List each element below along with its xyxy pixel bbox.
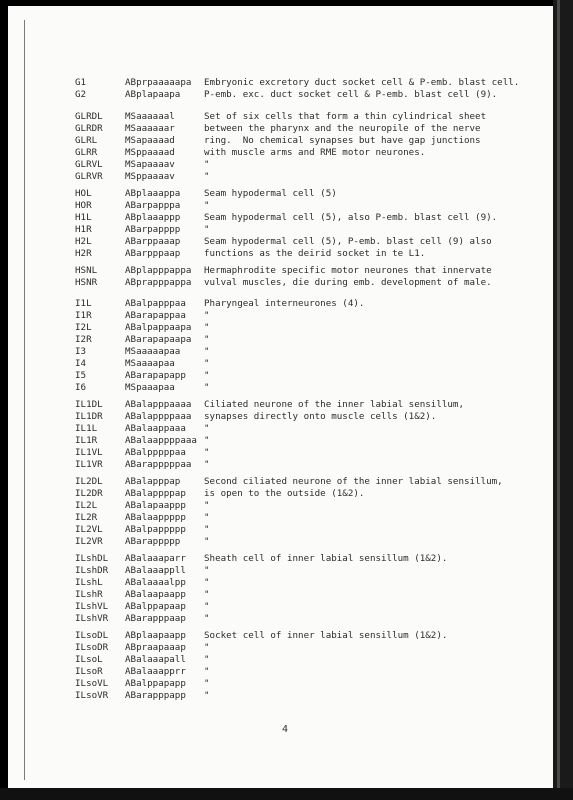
cell-description: with muscle arms and RME motor neurones. bbox=[204, 147, 426, 158]
table-row bbox=[8, 236, 553, 248]
cell-description: " bbox=[204, 642, 210, 653]
table-row bbox=[8, 666, 553, 678]
cell-name: H1R bbox=[75, 224, 92, 235]
cell-description: Set of six cells that form a thin cylindrical sheet bbox=[204, 111, 487, 122]
lineage-name: ABalppapapp bbox=[125, 678, 186, 689]
cell-name: IL2R bbox=[75, 512, 98, 523]
cell-description: " bbox=[204, 512, 210, 523]
table-row bbox=[8, 200, 553, 212]
lineage-name: ABalappppaaa bbox=[125, 411, 192, 422]
cell-name: ILsoVL bbox=[75, 678, 109, 689]
cell-description: " bbox=[204, 678, 210, 689]
cell-description: " bbox=[204, 459, 210, 470]
table-row bbox=[8, 601, 553, 613]
cell-name: ILsoR bbox=[75, 666, 103, 677]
table-row bbox=[8, 135, 553, 147]
cell-name: I4 bbox=[75, 358, 87, 369]
cell-description: " bbox=[204, 654, 210, 665]
table-row bbox=[8, 423, 553, 435]
lineage-name: MSapaaaad bbox=[125, 135, 175, 146]
lineage-name: MSaaaaaar bbox=[125, 123, 175, 134]
scan-border-bottom bbox=[0, 788, 573, 800]
cell-description: ring. No chemical synapses but have gap junctions bbox=[204, 135, 481, 146]
cell-description: " bbox=[204, 500, 210, 511]
cell-name: I3 bbox=[75, 346, 87, 357]
cell-name: I1R bbox=[75, 310, 92, 321]
lineage-name: ABarapppaap bbox=[125, 613, 186, 624]
cell-description: " bbox=[204, 200, 210, 211]
cell-name: ILsoL bbox=[75, 654, 103, 665]
cell-name: I2L bbox=[75, 322, 92, 333]
lineage-name: ABalpappaapa bbox=[125, 322, 192, 333]
cell-description: " bbox=[204, 447, 210, 458]
cell-name: ILshR bbox=[75, 589, 103, 600]
cell-description: synapses directly onto muscle cells (1&2). bbox=[204, 411, 437, 422]
lineage-name: ABalpppppaa bbox=[125, 447, 186, 458]
lineage-name: ABalapppap bbox=[125, 476, 181, 487]
lineage-name: ABprapppappa bbox=[125, 277, 192, 288]
cell-description: Seam hypodermal cell (5), also P-emb. blast cell (9). bbox=[204, 212, 498, 223]
table-row bbox=[8, 589, 553, 601]
cell-description: between the pharynx and the neuropile of the nerve bbox=[204, 123, 481, 134]
page-number: 4 bbox=[282, 724, 289, 735]
lineage-name: ABarapppppaa bbox=[125, 459, 192, 470]
cell-name: I2R bbox=[75, 334, 92, 345]
cell-description: Sheath cell of inner labial sensillum (1&2). bbox=[204, 553, 448, 564]
cell-description: " bbox=[204, 370, 210, 381]
cell-name: H2L bbox=[75, 236, 92, 247]
lineage-name: ABalpappppp bbox=[125, 524, 186, 535]
table-row bbox=[8, 346, 553, 358]
cell-name: I6 bbox=[75, 382, 87, 393]
cell-name: G1 bbox=[75, 77, 87, 88]
cell-description: " bbox=[204, 524, 210, 535]
cell-description: Hermaphrodite specific motor neurones that innervate bbox=[204, 265, 492, 276]
cell-description: Seam hypodermal cell (5) bbox=[204, 188, 337, 199]
lineage-name: ABalaappppaaa bbox=[125, 435, 197, 446]
cell-name: GLRVL bbox=[75, 159, 103, 170]
cell-description: " bbox=[204, 536, 210, 547]
cell-name: ILshL bbox=[75, 577, 103, 588]
table-row bbox=[8, 310, 553, 322]
lineage-name: MSppaaaav bbox=[125, 171, 175, 182]
lineage-name: ABarpapppa bbox=[125, 200, 181, 211]
cell-name: IL1DL bbox=[75, 399, 103, 410]
cell-name: H2R bbox=[75, 248, 92, 259]
lineage-name: ABalappppap bbox=[125, 488, 186, 499]
lineage-name: MSppaaaad bbox=[125, 147, 175, 158]
lineage-name: ABarpapppp bbox=[125, 224, 181, 235]
cell-description: vulval muscles, die during emb. development of male. bbox=[204, 277, 492, 288]
table-row bbox=[8, 77, 553, 89]
cell-description: " bbox=[204, 322, 210, 333]
lineage-name: ABalaappppp bbox=[125, 512, 186, 523]
cell-name: HSNL bbox=[75, 265, 98, 276]
scan-edge-right bbox=[557, 0, 560, 800]
lineage-name: ABalpapppaa bbox=[125, 298, 186, 309]
table-row bbox=[8, 678, 553, 690]
table-row bbox=[8, 382, 553, 394]
cell-description: P-emb. exc. duct socket cell & P-emb. blast cell (9). bbox=[204, 89, 498, 100]
lineage-name: ABalppapaap bbox=[125, 601, 186, 612]
table-row bbox=[8, 577, 553, 589]
cell-description: Seam hypodermal cell (5), P-emb. blast cell (9) also bbox=[204, 236, 492, 247]
cell-name: ILsoVR bbox=[75, 690, 109, 701]
table-row bbox=[8, 613, 553, 625]
table-row bbox=[8, 553, 553, 565]
cell-description: Socket cell of inner labial sensillum (1&2). bbox=[204, 630, 448, 641]
table-row bbox=[8, 411, 553, 423]
table-row bbox=[8, 147, 553, 159]
lineage-name: ABarppaaap bbox=[125, 236, 181, 247]
document-page bbox=[8, 6, 553, 788]
table-row bbox=[8, 459, 553, 471]
lineage-name: MSaaaaapaa bbox=[125, 346, 181, 357]
cell-description: " bbox=[204, 310, 210, 321]
lineage-name: ABplaapaapp bbox=[125, 630, 186, 641]
cell-name: IL2VL bbox=[75, 524, 103, 535]
cell-name: IL1VR bbox=[75, 459, 103, 470]
cell-description: " bbox=[204, 613, 210, 624]
cell-description: " bbox=[204, 159, 210, 170]
lineage-name: ABplapppappa bbox=[125, 265, 192, 276]
table-row bbox=[8, 370, 553, 382]
lineage-name: ABalaaappll bbox=[125, 565, 186, 576]
cell-description: Second ciliated neurone of the inner labial sensillum, bbox=[204, 476, 503, 487]
cell-name: IL1L bbox=[75, 423, 98, 434]
cell-description: is open to the outside (1&2). bbox=[204, 488, 365, 499]
lineage-name: ABarapapapp bbox=[125, 370, 186, 381]
cell-description: " bbox=[204, 382, 210, 393]
lineage-name: ABprpaaaaapa bbox=[125, 77, 192, 88]
table-row bbox=[8, 111, 553, 123]
cell-name: IL1R bbox=[75, 435, 98, 446]
cell-lineage-table bbox=[8, 6, 553, 788]
cell-description: " bbox=[204, 334, 210, 345]
lineage-name: ABplaaappa bbox=[125, 188, 181, 199]
lineage-name: ABalaaaparr bbox=[125, 553, 186, 564]
cell-name: IL2DR bbox=[75, 488, 103, 499]
table-row bbox=[8, 248, 553, 260]
lineage-name: ABalaaapprr bbox=[125, 666, 186, 677]
cell-name: HOR bbox=[75, 200, 92, 211]
table-row bbox=[8, 447, 553, 459]
cell-description: " bbox=[204, 171, 210, 182]
cell-name: ILshVL bbox=[75, 601, 109, 612]
table-row bbox=[8, 642, 553, 654]
table-row bbox=[8, 171, 553, 183]
cell-name: HSNR bbox=[75, 277, 98, 288]
cell-name: IL1VL bbox=[75, 447, 103, 458]
cell-name: ILshDL bbox=[75, 553, 109, 564]
cell-name: GLRR bbox=[75, 147, 98, 158]
cell-description: " bbox=[204, 577, 210, 588]
table-row bbox=[8, 536, 553, 548]
cell-name: H1L bbox=[75, 212, 92, 223]
table-row bbox=[8, 488, 553, 500]
table-row bbox=[8, 565, 553, 577]
lineage-name: ABalaappaaa bbox=[125, 423, 186, 434]
lineage-name: ABalapaappp bbox=[125, 500, 186, 511]
lineage-name: MSaaaapaa bbox=[125, 358, 175, 369]
lineage-name: ABarapapaapa bbox=[125, 334, 192, 345]
table-row bbox=[8, 524, 553, 536]
lineage-name: ABalaaaalpp bbox=[125, 577, 186, 588]
cell-description: functions as the deirid socket in te L1. bbox=[204, 248, 426, 259]
lineage-name: ABarappppp bbox=[125, 536, 181, 547]
lineage-name: MSaaaaaal bbox=[125, 111, 175, 122]
table-row bbox=[8, 334, 553, 346]
table-row bbox=[8, 89, 553, 101]
cell-name: ILshDR bbox=[75, 565, 109, 576]
cell-description: " bbox=[204, 435, 210, 446]
cell-name: IL1DR bbox=[75, 411, 103, 422]
cell-description: " bbox=[204, 346, 210, 357]
table-row bbox=[8, 512, 553, 524]
cell-name: GLRL bbox=[75, 135, 98, 146]
lineage-name: ABplaaappp bbox=[125, 212, 181, 223]
lineage-name: ABarapappaa bbox=[125, 310, 186, 321]
table-row bbox=[8, 630, 553, 642]
table-row bbox=[8, 322, 553, 334]
cell-name: I1L bbox=[75, 298, 92, 309]
cell-name: ILsoDR bbox=[75, 642, 109, 653]
cell-name: ILshVR bbox=[75, 613, 109, 624]
lineage-name: ABplapaapa bbox=[125, 89, 181, 100]
table-row bbox=[8, 399, 553, 411]
cell-description: " bbox=[204, 666, 210, 677]
cell-description: " bbox=[204, 601, 210, 612]
lineage-name: MSapaaaav bbox=[125, 159, 175, 170]
cell-name: ILsoDL bbox=[75, 630, 109, 641]
table-row bbox=[8, 500, 553, 512]
cell-description: " bbox=[204, 690, 210, 701]
scan-border-right bbox=[553, 0, 573, 800]
cell-name: IL2DL bbox=[75, 476, 103, 487]
table-row bbox=[8, 212, 553, 224]
lineage-name: ABarapppapp bbox=[125, 690, 186, 701]
cell-description: " bbox=[204, 565, 210, 576]
cell-name: GLRVR bbox=[75, 171, 103, 182]
cell-name: GLRDL bbox=[75, 111, 103, 122]
cell-description: " bbox=[204, 224, 210, 235]
lineage-name: ABpraapaaap bbox=[125, 642, 186, 653]
table-row bbox=[8, 277, 553, 289]
lineage-name: MSpaaapaa bbox=[125, 382, 175, 393]
table-row bbox=[8, 358, 553, 370]
table-row bbox=[8, 224, 553, 236]
table-row bbox=[8, 654, 553, 666]
cell-description: Embryonic excretory duct socket cell & P-emb. blast cell. bbox=[204, 77, 520, 88]
lineage-name: ABalaapaapp bbox=[125, 589, 186, 600]
lineage-name: ABalapppaaaa bbox=[125, 399, 192, 410]
table-row bbox=[8, 435, 553, 447]
cell-description: " bbox=[204, 423, 210, 434]
cell-description: " bbox=[204, 358, 210, 369]
cell-name: I5 bbox=[75, 370, 87, 381]
cell-description: Pharyngeal interneurones (4). bbox=[204, 298, 365, 309]
cell-name: IL2VR bbox=[75, 536, 103, 547]
lineage-name: ABarpppaap bbox=[125, 248, 181, 259]
cell-description: Ciliated neurone of the inner labial sensillum, bbox=[204, 399, 464, 410]
table-row bbox=[8, 188, 553, 200]
cell-name: G2 bbox=[75, 89, 87, 100]
cell-name: HOL bbox=[75, 188, 92, 199]
table-row bbox=[8, 123, 553, 135]
table-row bbox=[8, 690, 553, 702]
cell-name: GLRDR bbox=[75, 123, 103, 134]
table-row bbox=[8, 265, 553, 277]
cell-name: IL2L bbox=[75, 500, 98, 511]
cell-description: " bbox=[204, 589, 210, 600]
table-row bbox=[8, 298, 553, 310]
lineage-name: ABalaaapall bbox=[125, 654, 186, 665]
table-row bbox=[8, 159, 553, 171]
table-row bbox=[8, 476, 553, 488]
